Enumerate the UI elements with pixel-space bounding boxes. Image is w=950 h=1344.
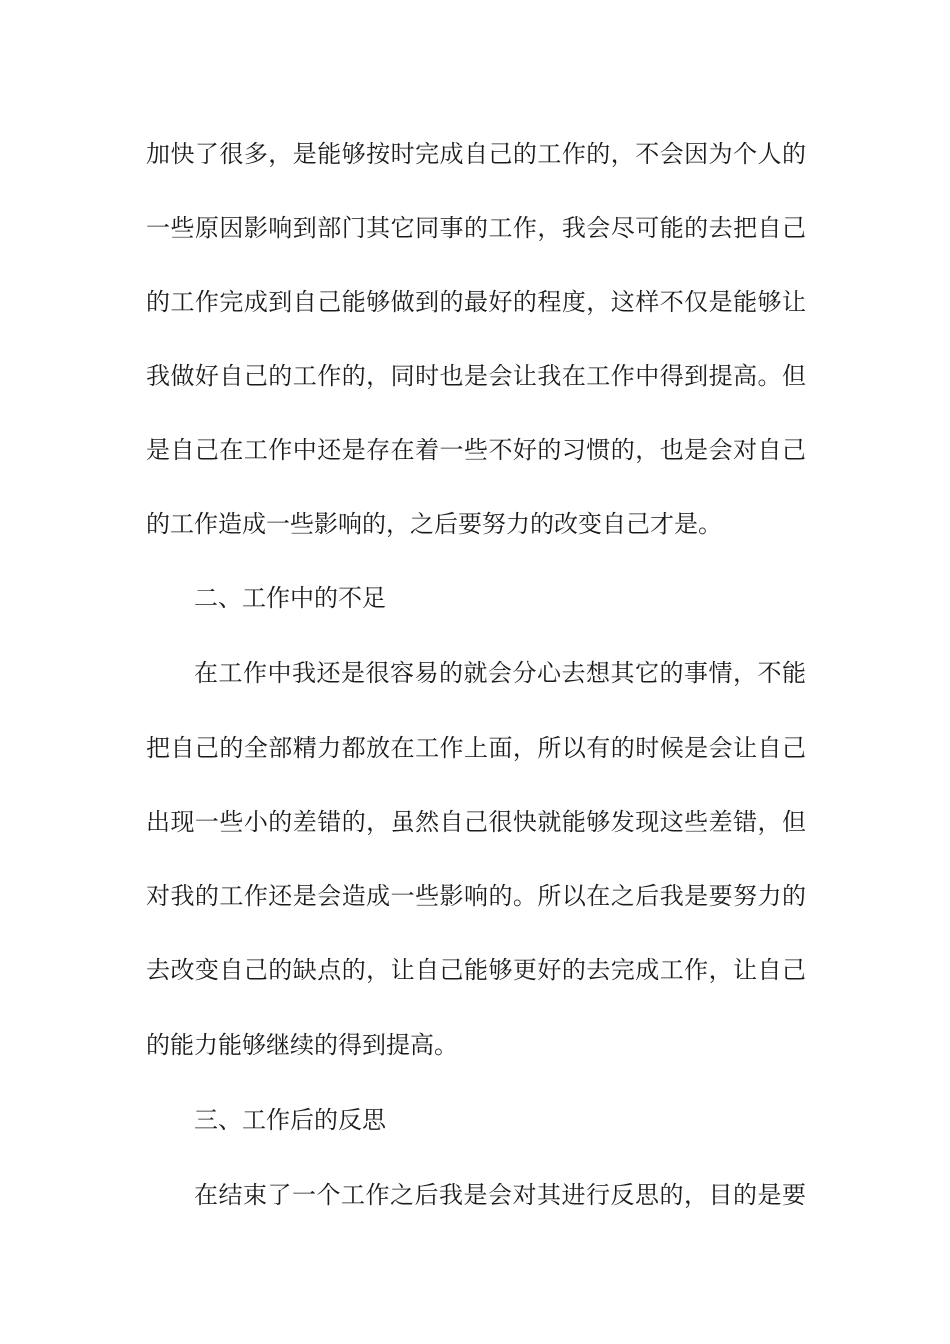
text-line: 的工作造成一些影响的，之后要努力的改变自己才是。 (146, 510, 722, 538)
text-line: 加快了很多，是能够按时完成自己的工作的，不会因为个人的 (146, 140, 806, 168)
text-line: 我做好自己的工作的，同时也是会让我在工作中得到提高。但 (146, 362, 806, 390)
text-line: 在结束了一个工作之后我是会对其进行反思的，目的是要 (194, 1181, 806, 1209)
text-line: 一些原因影响到部门其它同事的工作，我会尽可能的去把自己 (146, 214, 806, 242)
text-line: 去改变自己的缺点的，让自己能够更好的去完成工作，让自己 (146, 956, 806, 984)
section-heading-shortcomings: 二、工作中的不足 (194, 584, 386, 612)
text-line: 的能力能够继续的得到提高。 (146, 1031, 458, 1059)
text-line: 把自己的全部精力都放在工作上面，所以有的时候是会让自己 (146, 734, 806, 762)
text-line: 是自己在工作中还是存在着一些不好的习惯的，也是会对自己 (146, 436, 806, 464)
text-line: 出现一些小的差错的，虽然自己很快就能够发现这些差错，但 (146, 808, 806, 836)
text-line: 在工作中我还是很容易的就会分心去想其它的事情，不能 (194, 659, 806, 687)
text-line: 的工作完成到自己能够做到的最好的程度，这样不仅是能够让 (146, 288, 806, 316)
section-heading-reflection: 三、工作后的反思 (194, 1106, 386, 1134)
text-line: 对我的工作还是会造成一些影响的。所以在之后我是要努力的 (146, 882, 806, 910)
